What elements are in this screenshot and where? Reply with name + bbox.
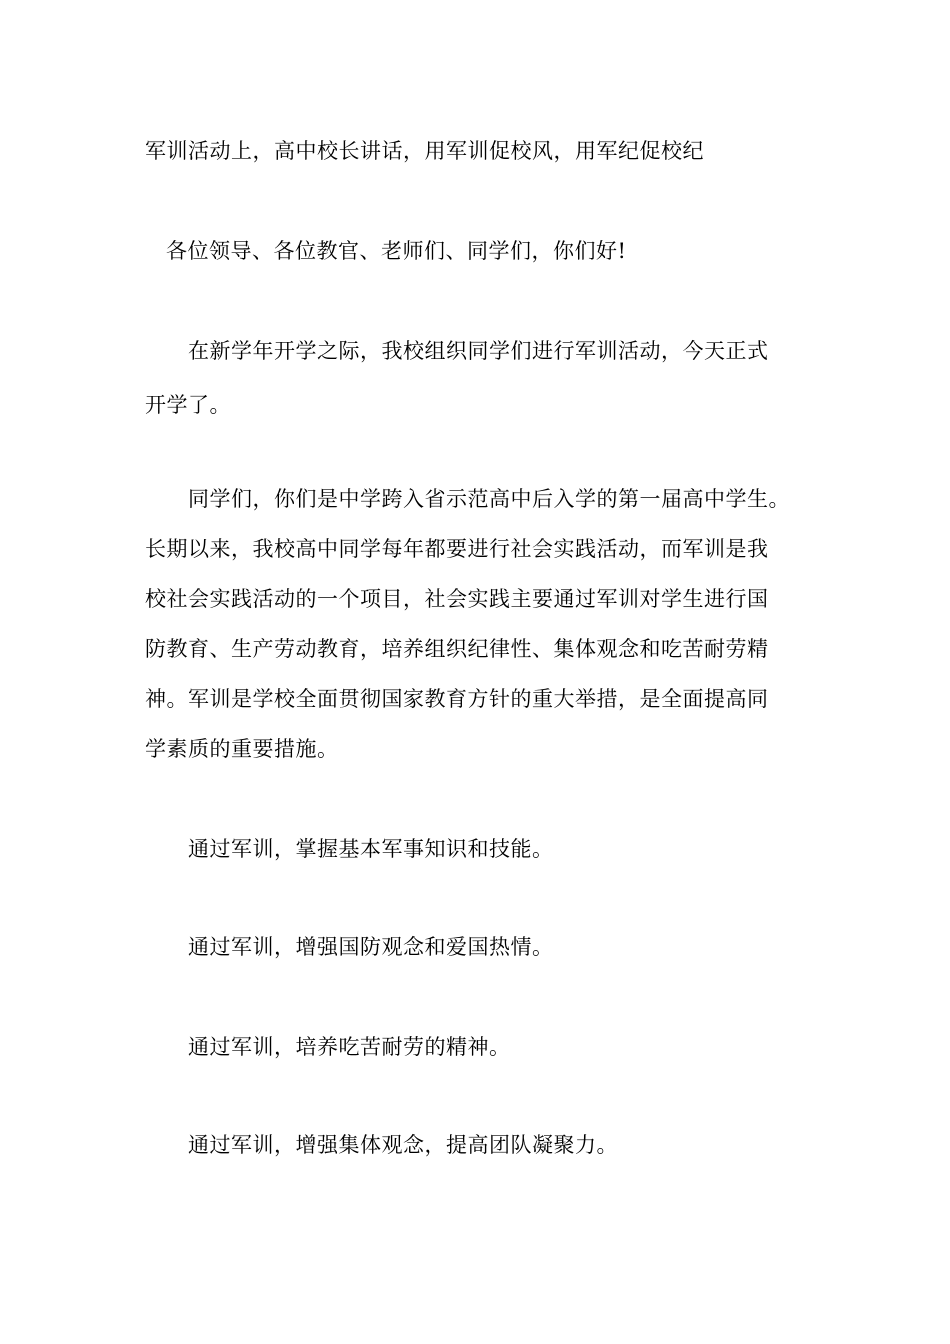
paragraph-line: 在新学年开学之际，我校组织同学们进行军训活动，今天正式 — [188, 339, 769, 363]
point-item: 通过军训，增强集体观念，提高团队凝聚力。 — [188, 1133, 618, 1157]
paragraph-line: 防教育、生产劳动教育，培养组织纪律性、集体观念和吃苦耐劳精 — [145, 637, 769, 661]
point-item: 通过军训，掌握基本军事知识和技能。 — [188, 837, 554, 861]
paragraph-line: 同学们，你们是中学跨入省示范高中后入学的第一届高中学生。 — [188, 487, 790, 511]
paragraph-line: 校社会实践活动的一个项目，社会实践主要通过军训对学生进行国 — [145, 587, 769, 611]
greeting-line: 各位领导、各位教官、老师们、同学们，你们好! — [166, 239, 627, 263]
document-title: 军训活动上，高中校长讲话，用军训促校风，用军纪促校纪 — [145, 139, 704, 163]
point-item: 通过军训，增强国防观念和爱国热情。 — [188, 935, 554, 959]
paragraph-line: 开学了。 — [145, 393, 231, 417]
point-item: 通过军训，培养吃苦耐劳的精神。 — [188, 1035, 511, 1059]
paragraph-line: 长期以来，我校高中同学每年都要进行社会实践活动，而军训是我 — [145, 537, 769, 561]
paragraph-line: 学素质的重要措施。 — [145, 737, 339, 761]
paragraph-line: 神。军训是学校全面贯彻国家教育方针的重大举措，是全面提高同 — [145, 687, 769, 711]
